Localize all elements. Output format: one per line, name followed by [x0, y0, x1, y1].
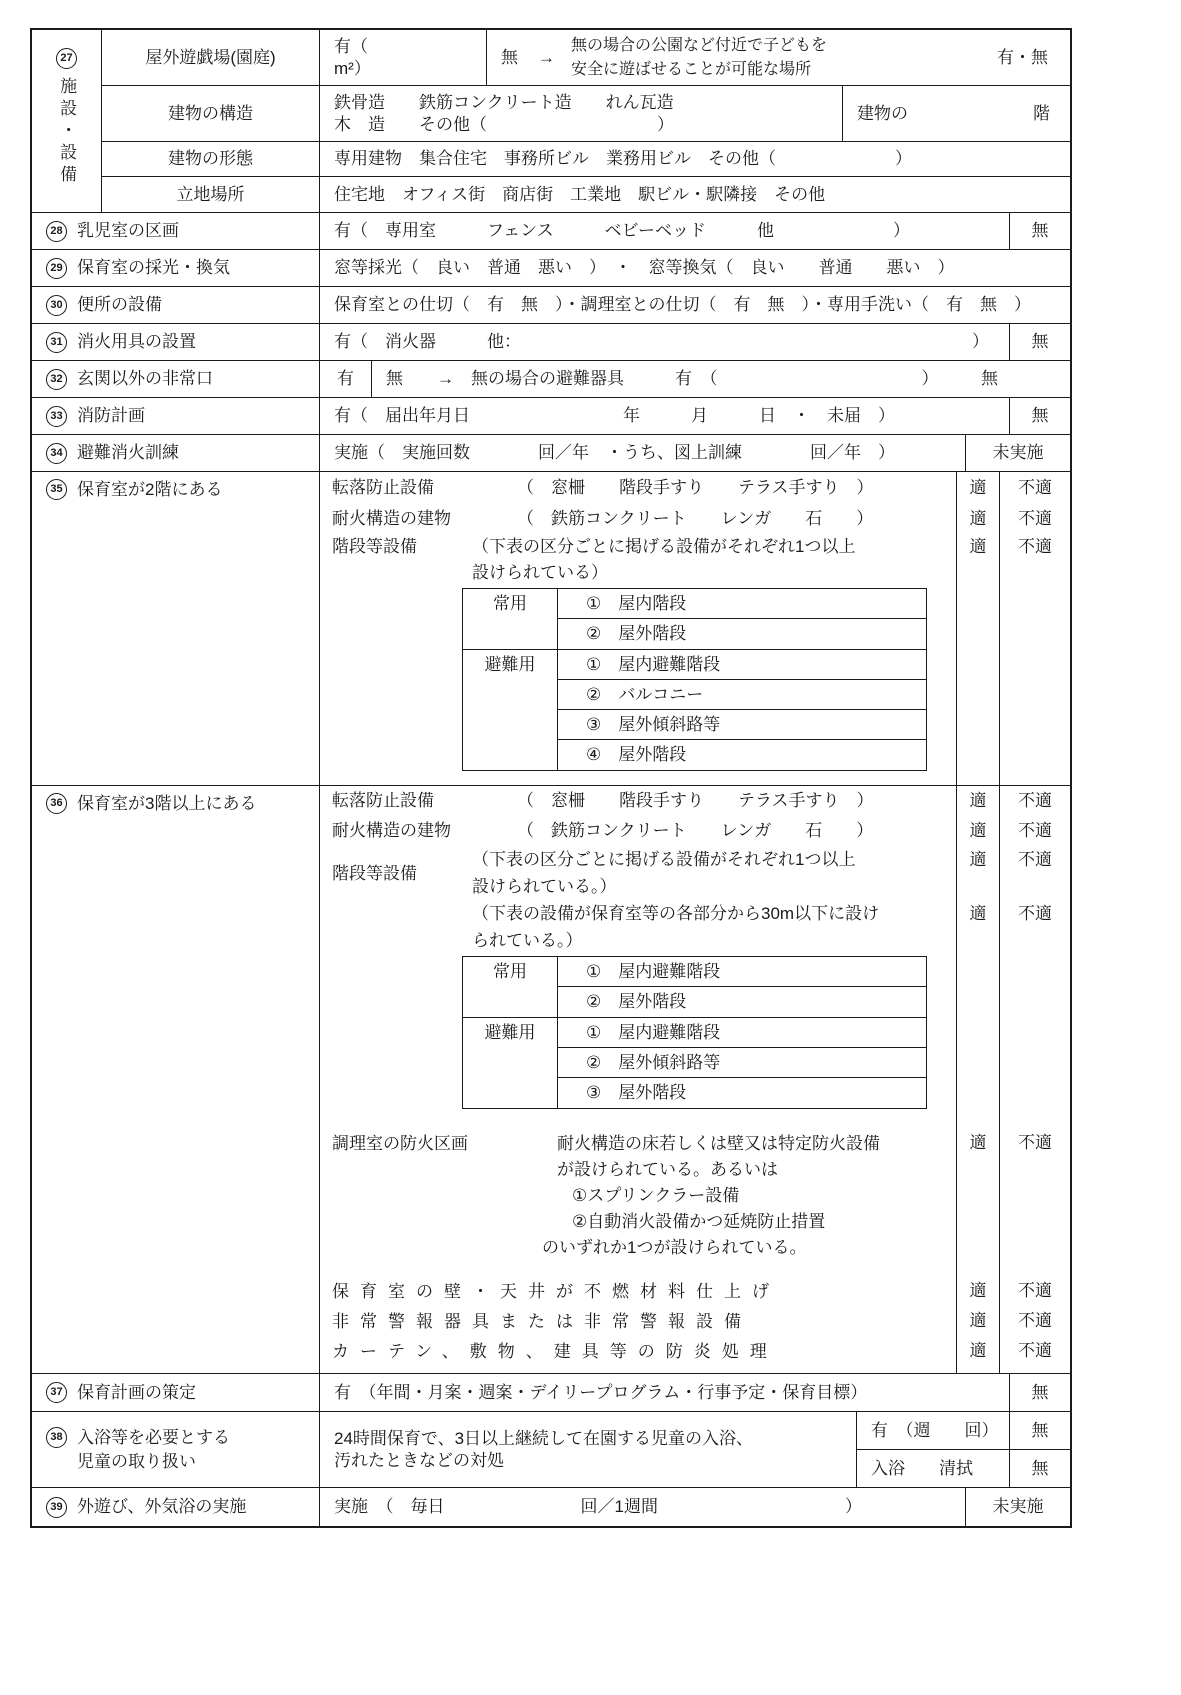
- row-34-evacuation-drill: [32, 435, 1070, 472]
- row-34-options: 実施（ 実施回数 回／年 ・うち、図上訓練 回／年 ）: [320, 435, 966, 471]
- stairs-table-escape-section: [463, 1018, 926, 1108]
- ok-badge: 適: [969, 1281, 987, 1300]
- spacer: [1000, 1182, 1070, 1276]
- location-label: 立地場所: [102, 177, 320, 212]
- stairs-item: ① 屋内階段: [558, 589, 926, 619]
- building-structure-label: 建物の構造: [102, 86, 320, 141]
- stairs-table-escape-section: [463, 650, 926, 770]
- regular-use-label: 常用: [463, 957, 558, 1017]
- kitchen-condition-line2: が設けられている。あるいは: [557, 1160, 778, 1179]
- fall-prevention-options: （ 窓柵 階段手すり テラス手すり ）: [517, 477, 874, 497]
- arrow-right-icon: →: [538, 47, 555, 67]
- row-38-text: [334, 1428, 753, 1471]
- stairs-condition-line2: 設けられている。）: [472, 877, 617, 896]
- row-31-close-paren: ）: [972, 332, 989, 352]
- row-31-label-cell: [32, 324, 320, 360]
- stairs-item: ③ 屋外階段: [586, 1083, 687, 1102]
- item-32-number: 32: [46, 369, 67, 390]
- stairs-condition: [472, 534, 855, 586]
- fireproof-options: （ 鉄筋コンクリート レンガ 石 ）: [517, 821, 874, 841]
- ng-badge: 不適: [1018, 478, 1052, 497]
- ng-badge: 不適: [1018, 821, 1052, 840]
- row-38-bath-has: 有 （週 回）: [857, 1412, 1010, 1449]
- section-27-number-cell: [32, 30, 102, 212]
- item-27-number: 27: [56, 48, 77, 69]
- row-35-ok-column: [956, 472, 1000, 785]
- row-38-label-line1-wrap: [46, 1427, 230, 1448]
- row-37-childcare-plan: [32, 1374, 1070, 1412]
- ok-badge: 適: [969, 791, 987, 810]
- stairs-item: ④ 屋外階段: [586, 745, 687, 764]
- row-29-label-cell: [32, 250, 320, 286]
- row-34-label: 避難消火訓練: [77, 443, 179, 463]
- spacer: [320, 1109, 956, 1131]
- stairs-item: ② 屋外階段: [586, 624, 687, 643]
- ok-badge: 適: [969, 1311, 987, 1330]
- stairs-item: ① 屋内避難階段: [558, 1018, 926, 1048]
- row-36-label-cell: [32, 786, 320, 1373]
- item-30-number: 30: [46, 295, 67, 316]
- fireproof-label: 耐火構造の建物: [332, 821, 451, 841]
- row-35-label-cell: [32, 472, 320, 785]
- row-31-none: 無: [1031, 332, 1049, 352]
- row-38-wipe: 入浴 清拭: [857, 1450, 1010, 1487]
- row-33-none: 無: [1031, 406, 1049, 426]
- row-35-fall-prevention: [320, 472, 956, 503]
- item-36-number: 36: [46, 793, 67, 814]
- stairs-table-regular-section: [463, 589, 926, 650]
- item-39-number: 39: [46, 1497, 67, 1518]
- row-29-light-ventilation: [32, 250, 1070, 287]
- row-39-outdoor-play: [32, 1488, 1070, 1526]
- section-27-group-label: 施設・設備: [57, 77, 77, 187]
- row-36-label: 保育室が3階以上にある: [77, 794, 257, 813]
- ng-badge: 不適: [1018, 791, 1052, 810]
- row-35-ng-column: [1000, 472, 1070, 785]
- stairs-table-2f: [462, 588, 927, 771]
- row-39-not-done: 未実施: [992, 1497, 1044, 1517]
- item-38-number: 38: [46, 1427, 67, 1448]
- kitchen-option-auto-extinguisher: ②自動消火設備かつ延焼防止措置: [572, 1212, 826, 1231]
- stairs-item: ① 屋内避難階段: [558, 957, 926, 987]
- ng-badge: 不適: [1018, 1133, 1052, 1152]
- stairs-condition-line1: （下表の区分ごとに掲げる設備がそれぞれ1つ以上: [472, 537, 856, 556]
- spacer: [320, 1261, 956, 1277]
- stairs-label: 階段等設備: [332, 537, 417, 556]
- building-form-options: 専用建物 集合住宅 事務所ビル 業務用ビル その他（ ）: [334, 149, 912, 169]
- row-35-fireproof: [320, 503, 956, 534]
- row-36-stairs: [320, 846, 956, 900]
- ok-badge: 適: [969, 509, 987, 528]
- building-structure-options: [320, 86, 843, 141]
- playground-yes-no: 有・無: [997, 47, 1048, 67]
- row-35-stairs: [320, 534, 956, 586]
- stairs-item: ② 屋外階段: [586, 992, 687, 1011]
- playground-none-cell: [487, 30, 1070, 85]
- stairs-item: ① 屋内避難階段: [558, 650, 926, 680]
- spacer: [1000, 954, 1070, 1130]
- building-structure-text: [334, 92, 674, 135]
- row-31-label: 消火用具の設置: [77, 332, 196, 352]
- row-32-emergency-exit: [32, 361, 1070, 398]
- building-floors-pre: 建物の: [857, 103, 908, 123]
- row-38-bathing: [32, 1412, 1070, 1488]
- playground-note: [571, 34, 827, 82]
- row-37-options: 有 （年間・月案・週案・デイリープログラム・行事予定・保育目標）: [320, 1374, 1010, 1411]
- kitchen-firewall-condition: [557, 1131, 880, 1183]
- ng-badge: 不適: [1018, 1341, 1052, 1360]
- kitchen-firewall-label: 調理室の防火区画: [332, 1134, 468, 1153]
- escape-use-label: 避難用: [463, 650, 558, 770]
- playground-has-cell: [320, 30, 487, 85]
- row-36-wall-ceiling: 保育室の壁・天井が不燃材料仕上げ: [332, 1282, 780, 1302]
- row-38-label-line2: 児童の取り扱い: [77, 1451, 196, 1471]
- row-36-fireproof: [320, 816, 956, 846]
- row-32-label: 玄関以外の非常口: [77, 369, 213, 389]
- kitchen-option-sprinkler: ①スプリンクラー設備: [572, 1186, 740, 1205]
- stairs-table-3f: [462, 956, 927, 1109]
- fall-prevention-label: 転落防止設備: [332, 477, 434, 497]
- row-35-second-floor-block: [32, 472, 1070, 786]
- fireproof-options: （ 鉄筋コンクリート レンガ 石 ）: [517, 508, 874, 528]
- item-29-number: 29: [46, 258, 67, 279]
- row-36-kitchen-firewall: [320, 1131, 956, 1183]
- ng-badge: 不適: [1018, 904, 1052, 923]
- regular-use-label: 常用: [463, 589, 558, 649]
- structure-line1: 鉄骨造 鉄筋コンクリート造 れん瓦造: [334, 93, 674, 113]
- stairs-item: ③ 屋外傾斜路等: [558, 710, 926, 740]
- playground-has-text: 有（ m²）: [334, 37, 470, 78]
- row-30-toilet: [32, 287, 1070, 324]
- item-31-number: 31: [46, 332, 67, 353]
- row-38-label-cell: [32, 1412, 320, 1487]
- row-28-none: 無: [1031, 221, 1049, 241]
- building-floors-post: 階: [1033, 103, 1050, 123]
- building-form-label: 建物の形態: [102, 142, 320, 176]
- row-28-label: 乳児室の区画: [77, 221, 179, 241]
- ng-badge: 不適: [1018, 1281, 1052, 1300]
- row-32-none-detail: 無 → 無の場合の避難器具 有 （ ） 無: [386, 369, 998, 389]
- row-33-label: 消防計画: [77, 406, 145, 426]
- section-27-facilities: [32, 30, 1070, 213]
- ng-badge: 不適: [1018, 537, 1052, 556]
- fireproof-label: 耐火構造の建物: [332, 508, 451, 528]
- ok-badge: 適: [969, 1341, 987, 1360]
- ok-badge: 適: [969, 1133, 987, 1152]
- item-35-number: 35: [46, 479, 67, 500]
- spacer: [957, 954, 999, 1130]
- row-34-not-done: 未実施: [992, 443, 1044, 463]
- row-33-label-cell: [32, 398, 320, 434]
- structure-line2: 木 造 その他（ ）: [334, 114, 674, 134]
- playground-note-line1: 無の場合の公園など付近で子どもを: [571, 36, 828, 54]
- ng-badge: 不適: [1018, 850, 1052, 869]
- facility-inspection-table: [30, 28, 1072, 1528]
- row-39-label-cell: [32, 1488, 320, 1526]
- item-28-number: 28: [46, 221, 67, 242]
- row-38-text-line1: 24時間保育で、3日以上継続して在園する児童の入浴、: [334, 1429, 754, 1449]
- kitchen-option-tail: のいずれか1つが設けられている。: [542, 1238, 807, 1257]
- row-30-label: 便所の設備: [77, 295, 162, 315]
- ok-badge: 適: [969, 904, 987, 923]
- item-33-number: 33: [46, 406, 67, 427]
- stairs-condition-line1: （下表の区分ごとに掲げる設備がそれぞれ1つ以上: [472, 850, 856, 869]
- row-35-label: 保育室が2階にある: [77, 480, 223, 499]
- row-38-bath-row: [857, 1412, 1070, 1450]
- item-37-number: 37: [46, 1382, 67, 1403]
- row-39-options: 実施 （ 毎日 回／1週間 ）: [320, 1488, 966, 1526]
- row-building-form: [102, 142, 1070, 177]
- row-38-label-line1: 入浴等を必要とする: [77, 1428, 230, 1448]
- building-floors-cell: [843, 86, 1070, 141]
- row-36-ng-column: [1000, 786, 1070, 1373]
- row-37-label: 保育計画の策定: [77, 1382, 196, 1402]
- row-29-label: 保育室の採光・換気: [77, 258, 230, 278]
- row-36-alarm: 非常警報器具または非常警報設備: [332, 1312, 752, 1332]
- row-34-label-cell: [32, 435, 320, 471]
- row-36-third-floor-block: [32, 786, 1070, 1374]
- row-37-label-cell: [32, 1374, 320, 1411]
- row-31-options: [320, 324, 1010, 360]
- row-32-has: 有: [320, 361, 372, 397]
- location-options: 住宅地 オフィス街 商店街 工業地 駅ビル・駅隣接 その他: [334, 184, 826, 204]
- stairs-item: ② バルコニー: [558, 680, 926, 710]
- row-31-fire-extinguisher: [32, 324, 1070, 361]
- row-38-text-line2: 汚れたときなどの対処: [334, 1450, 504, 1470]
- row-30-options: 保育室との仕切（ 有 無 ）・調理室との仕切（ 有 無 ）・専用手洗い（ 有 無 ）: [334, 295, 1031, 315]
- row-32-label-cell: [32, 361, 320, 397]
- ng-badge: 不適: [1018, 509, 1052, 528]
- stairs-item: ② 屋外傾斜路等: [558, 1048, 926, 1078]
- row-38-wipe-none: 無: [1031, 1458, 1049, 1478]
- item-34-number: 34: [46, 443, 67, 464]
- spacer: [957, 1182, 999, 1276]
- row-location: [102, 177, 1070, 212]
- stairs-condition: [472, 846, 855, 900]
- row-39-label: 外遊び、外気浴の実施: [77, 1497, 247, 1517]
- escape-use-label: 避難用: [463, 1018, 558, 1108]
- row-28-label-cell: [32, 213, 320, 249]
- row-38-wipe-row: [857, 1450, 1070, 1487]
- outdoor-playground-label: 屋外遊戯場(園庭): [102, 30, 320, 85]
- ok-badge: 適: [969, 850, 987, 869]
- row-36-fall-prevention: [320, 786, 956, 816]
- ok-badge: 適: [969, 821, 987, 840]
- row-36-distance-condition: [320, 900, 956, 954]
- row-28-infant-room: [32, 213, 1070, 250]
- distance-condition-line1: （下表の設備が保育室等の各部分から30m以下に設け: [472, 904, 880, 923]
- row-33-options: 有（ 届出年月日 年 月 日 ・ 未届 ）: [320, 398, 1010, 434]
- row-37-none: 無: [1031, 1382, 1049, 1402]
- row-31-text: 有（ 消火器 他：: [334, 332, 521, 352]
- ok-badge: 適: [969, 537, 987, 556]
- ok-badge: 適: [969, 478, 987, 497]
- row-29-options: 窓等採光（ 良い 普通 悪い ） ・ 窓等換気（ 良い 普通 悪い ）: [334, 258, 955, 278]
- row-36-ok-column: [956, 786, 1000, 1373]
- fall-prevention-options: （ 窓柵 階段手すり テラス手すり ）: [517, 791, 874, 811]
- stairs-label: 階段等設備: [332, 863, 417, 883]
- stairs-condition-line2: 設けられている）: [472, 563, 608, 582]
- ng-badge: 不適: [1018, 1311, 1052, 1330]
- row-building-structure: [102, 86, 1070, 142]
- row-28-options: 有（ 専用室 フェンス ベビーベッド 他 ）: [320, 213, 1010, 249]
- playground-none-text: 無: [501, 47, 518, 67]
- stairs-table-regular-section: [463, 957, 926, 1018]
- row-30-label-cell: [32, 287, 320, 323]
- row-33-fire-plan: [32, 398, 1070, 435]
- row-38-bath-none: 無: [1031, 1420, 1049, 1440]
- fall-prevention-label: 転落防止設備: [332, 791, 434, 811]
- row-outdoor-playground: [102, 30, 1070, 86]
- kitchen-condition-line1: 耐火構造の床若しくは壁又は特定防火設備: [557, 1134, 880, 1153]
- row-36-curtain: カーテン、敷物、建具等の防炎処理: [332, 1342, 778, 1362]
- row-38-text-cell: [320, 1412, 857, 1487]
- distance-condition: [472, 900, 879, 954]
- playground-note-line2: 安全に遊ばせることが可能な場所: [571, 60, 812, 78]
- distance-condition-line2: られている。）: [472, 931, 583, 950]
